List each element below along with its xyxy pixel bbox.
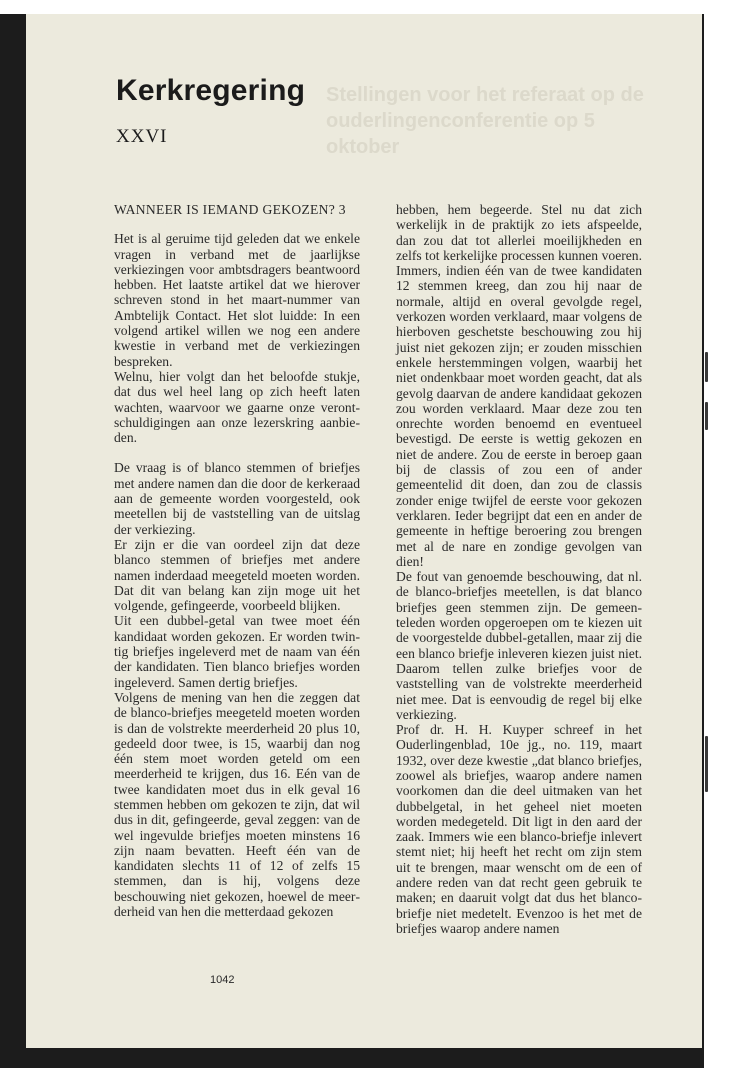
paragraph: Uit een dubbel-getal van twee moet één kandidaat worden gekozen. Er worden twintig briefjes ingeleverd met de naam van één der kandidaten. Tien blanco briefjes worden ingeleverd. Samen dertig briefjes.: [114, 613, 360, 690]
paragraph: Er zijn er die van oordeel zijn dat deze blanco stemmen of briefjes met andere namen inderdaad meegeteld moeten worden. Dat dit van belang kan zijn moge uit het volgende, gefingeerde, voorbeeld blijken.: [114, 536, 360, 614]
paragraph: hebben, hem begeerde. Stel nu dat zich werkelijk in de praktijk zo iets afspeelde, dan zou dat tot allerlei moeilijkheden en zelfs tot kerkelijke processen kunnen voeren. Immers, indien één van de twee kandidaten 12 stemmen kreeg, dan zou hij naar de normale, altijd en overal gevolgde regel, verkozen worden verklaard, maar volgens de hierboven geschetste beschouwing zou hij juist niet gekozen zijn; er zouden misschien enkele herstemmingen volgen, waarbij het niet ondenkbaar moet worden geacht, dat als gevolg daarvan de andere kandidaat gekozen zou worden verklaard. Maar deze zou ten onrechte worden benoemd en eventueel bevestigd. De eerste is wettig gekozen en niet de andere. Zou de eerste in beroep gaan bij de classis of zou een of ander gemeentelid dit doen, dan zou de classis zonder enige twijfel de eerste voor gekozen verklaren. Ieder begrijpt dat een en ander de gemeente in heftige beroering zou brengen met al de nare en zondige gevolgen van dien!: [396, 202, 642, 569]
section-number: XXVI: [116, 126, 168, 147]
paragraph: Welnu, hier volgt dan het beloofde stukje, dat dus wel heel lang op zich heeft laten wachten, waarvoor we gaarne onze verontschuldigingen aan onze lezerskring aanbieden.: [114, 368, 360, 446]
paragraph: De fout van genoemde beschouwing, dat nl. de blanco-briefjes meetellen, is dat blanco briefjes geen stemmen zijn. De gemeenteleden worden opgeroepen om te kiezen uit de voorgestelde dubbel-getallen, maar zij die een blanco briefje inleveren kiezen juist niet. Daarom tellen zulke briefjes voor de vaststelling van de volstrekte meerderheid niet mee. Dat is eenvoudig de regel bij elke verkiezing.: [396, 569, 642, 722]
left-column: [114, 190, 360, 919]
scan-border-right: [704, 0, 738, 1068]
article-heading: WANNEER IS IEMAND GEKOZEN? 3: [114, 202, 346, 217]
page-title: Kerkregering: [116, 74, 306, 107]
bleed-through-text: Stellingen voor het referaat op de ouderlingenconferentie op 5 oktober: [326, 84, 644, 158]
right-column: [396, 202, 642, 936]
scan-border-top: [0, 0, 738, 14]
binding-mark: [705, 402, 708, 430]
document-page: [26, 14, 702, 1048]
binding-mark: [705, 352, 708, 382]
paragraph: Het is al geruime tijd geleden dat we enkele vragen in verband met de jaarlijkse verkiezingen voor ambtsdragers beantwoord hebben. Het laatste artikel dat we hierover schreven stond in het maart-nummer van Ambtelijk Contact. Het slot luidde: In een volgend artikel willen we nog een andere kwestie in verband met de verkiezingen bespreken.: [114, 231, 360, 369]
paragraph: Prof dr. H. H. Kuyper schreef in het Ouderlingenblad, 10e jg., no. 119, maart 1932, over deze kwestie „dat blanco briefjes, zoowel als briefjes, waarop andere namen voorkomen dan die deel uitmaken van het dubbelgetal, in het geheel niet moeten worden medegeteld. Dit ligt in den aard der zaak. Immers wie een blanco-briefje inlevert stemt niet; hij heeft het recht om zijn stem uit te brengen, maar wenscht om de een of andere reden van dat recht geen gebruik te maken; en daaruit volgt dat dus het blanco-briefje niet medetelt. Evenzoo is het met de briefjes waarop andere namen: [396, 722, 642, 936]
page-number: 1042: [210, 974, 235, 986]
binding-mark: [705, 764, 708, 792]
paragraph: De vraag is of blanco stemmen of briefjes met andere namen dan die door de kerkeraad aan de gemeente worden voorgesteld, ook meetellen bij de vaststelling van de uitslag der verkiezing.: [114, 460, 360, 537]
paragraph: Volgens de mening van hen die zeggen dat de blanco-briefjes meegeteld moeten worden is dan de volstrekte meerderheid 20 plus 10, gedeeld door twee, is 15, waarbij dan nog één stem moet worden geteld om een meerderheid te krijgen, dus 16. Eén van de twee kandidaten moet dus in elk geval 16 stemmen hebben om gekozen te zijn, dat wil dus in dit, gefingeerde, geval zeggen: van de wel ingevulde briefjes moeten minstens 16 zijn naam bevatten. Heeft één van de kandidaten slechts 11 of 12 of zelfs 15 stemmen, dan is hij, volgens deze beschouwing niet gekozen, hoewel de meerderheid van hen die metterdaad gekozen: [114, 689, 360, 920]
